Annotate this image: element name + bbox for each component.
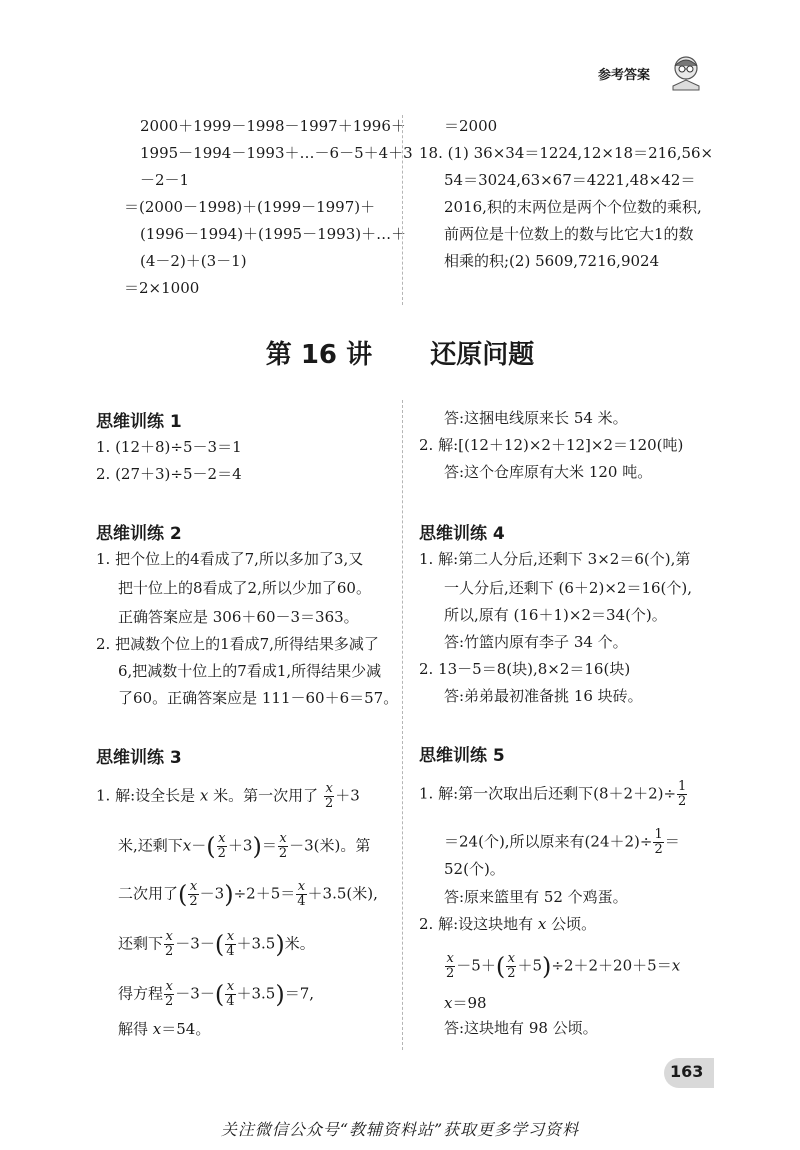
variable: x xyxy=(199,786,209,805)
math-line xyxy=(96,782,360,811)
text-line: 答:竹篮内原有李子 34 个。 xyxy=(444,633,628,651)
text-line: 1. 解:第二人分后,还剩下 3×2＝6(个),第 xyxy=(419,550,691,568)
section-heading: 思维训练 2 xyxy=(96,524,182,544)
text-line: ＝2×1000 xyxy=(124,279,200,297)
text: 1. 解:设全长是 xyxy=(96,786,196,805)
text-line: 52(个)。 xyxy=(444,860,505,878)
text-line: 所以,原有 (16＋1)×2＝34(个)。 xyxy=(444,606,667,624)
text-line: 1. 把个位上的4看成了7,所以多加了3,又 xyxy=(96,550,364,568)
text: ＋3 xyxy=(335,786,360,805)
fraction: $\frac{x}{2}$ xyxy=(507,951,516,981)
text-line: 答:原来篮里有 52 个鸡蛋。 xyxy=(444,888,628,906)
text: ＋3.5 xyxy=(236,934,276,953)
column-divider xyxy=(402,400,403,1050)
text: ＋3.5 xyxy=(236,984,276,1003)
text-line: 答:弟弟最初准备挑 16 块砖。 xyxy=(444,687,643,705)
text: 还剩下 xyxy=(118,934,164,953)
mascot-icon xyxy=(666,52,706,92)
math-line: 2. 解:设这块地有 x 公顷。 xyxy=(419,915,597,933)
text-line: 54＝3024,63×67＝4221,48×42＝ xyxy=(444,171,696,189)
header-label: 参考答案 xyxy=(598,68,651,83)
text-line: 了60。正确答案应是 111－60＋6＝57。 xyxy=(118,689,399,707)
text: －3－ xyxy=(175,934,215,953)
math-line: $\frac{x}{2}$ －5＋( $\frac{x}{2}$ ＋5)÷2＋2＋20＋5＝x xyxy=(446,951,681,981)
fraction: $\frac{x}{2}$ xyxy=(189,879,198,909)
text: ＝ xyxy=(664,832,680,851)
text: ＝ xyxy=(261,836,277,855)
section-heading: 思维训练 1 xyxy=(96,412,182,432)
text: 米。第一次用了 xyxy=(213,786,319,805)
math-line xyxy=(419,780,688,809)
text: －3 xyxy=(199,884,225,903)
text-line: 2. 把减数个位上的1看成7,所得结果多减了 xyxy=(96,635,379,653)
text: ＋5 xyxy=(517,956,543,975)
section-heading: 思维训练 3 xyxy=(96,748,182,768)
text-line: 前两位是十位数上的数与比它大1的数 xyxy=(444,225,694,243)
text: ＝54。 xyxy=(161,1020,211,1038)
text-line: (1996－1994)＋(1995－1993)＋…＋ xyxy=(140,225,407,243)
lecture-number: 第 16 讲 xyxy=(265,340,373,370)
fraction: $\frac{x}{2}$ xyxy=(165,929,174,959)
text: ＝24(个),所以原来有(24＋2)÷ xyxy=(444,832,653,851)
text-line: 把十位上的8看成了2,所以少加了60。 xyxy=(118,579,371,597)
text-line: 2016,积的末两位是两个个位数的乘积, xyxy=(444,198,702,216)
lecture-title xyxy=(0,334,800,371)
text-line: (4－2)＋(3－1) xyxy=(140,252,247,270)
text: ＝98 xyxy=(452,994,487,1012)
text-line: 正确答案应是 306＋60－3＝363。 xyxy=(118,608,359,626)
section-heading: 思维训练 4 xyxy=(419,524,505,544)
text: ＝7, xyxy=(284,984,315,1003)
fraction: $\frac{x}{2}$ xyxy=(324,781,334,811)
text: ＋3.5(米), xyxy=(307,884,378,903)
fraction: $\frac{x}{2}$ xyxy=(165,979,174,1009)
text-line: 2000＋1999－1998－1997＋1996＋ xyxy=(140,117,406,135)
text: 公顷。 xyxy=(551,915,597,933)
text: 1. 解:第一次取出后还剩下(8＋2＋2)÷ xyxy=(419,784,677,803)
fraction: $\frac{x}{4}$ xyxy=(297,879,306,909)
text: －5＋ xyxy=(456,956,496,975)
text-line: 答:这块地有 98 公顷。 xyxy=(444,1019,598,1037)
text: －3(米)。第 xyxy=(289,836,371,855)
text-line: ＝2000 xyxy=(444,117,498,135)
text: －3－ xyxy=(175,984,215,1003)
text-line: 答:这个仓库原有大米 120 吨。 xyxy=(444,463,653,481)
text-line: 答:这捆电线原来长 54 米。 xyxy=(444,409,628,427)
text: 二次用了 xyxy=(118,884,179,903)
text-line: 一人分后,还剩下 (6＋2)×2＝16(个), xyxy=(444,579,692,597)
fraction: $\frac{1}{2}$ xyxy=(654,827,663,857)
fraction: $\frac{1}{2}$ xyxy=(678,779,687,809)
footer-note: 关注微信公众号“教辅资料站”获取更多学习资料 xyxy=(220,1120,580,1139)
text-line: 2. (27＋3)÷5－2＝4 xyxy=(96,465,242,483)
page-number: 163 xyxy=(670,1062,704,1081)
text: ÷2＋2＋20＋5＝ xyxy=(551,956,672,975)
fraction: $\frac{x}{4}$ xyxy=(226,929,235,959)
math-line: 解得 x＝54。 xyxy=(118,1020,211,1038)
column-divider xyxy=(402,115,403,305)
text-line: 2. 解:[(12＋12)×2＋12]×2＝120(吨) xyxy=(419,436,684,454)
section-heading: 思维训练 5 xyxy=(419,746,505,766)
fraction: $\frac{x}{2}$ xyxy=(446,951,455,981)
text-line: 1995－1994－1993＋…－6－5＋4＋3 xyxy=(140,144,413,162)
lecture-name: 还原问题 xyxy=(430,340,535,370)
text: 得方程 xyxy=(118,984,164,1003)
math-line: 还剩下 $\frac{x}{2}$ －3－( $\frac{x}{4}$ ＋3.5)米。 xyxy=(118,929,315,959)
text-line: －2－1 xyxy=(140,171,190,189)
text-line: ＝(2000－1998)＋(1999－1997)＋ xyxy=(124,198,376,216)
math-line: 米,还剩下x－( $\frac{x}{2}$ ＋3)＝ $\frac{x}{2}$ －3(米)。第 xyxy=(118,831,371,861)
text-line: 18. (1) 36×34＝1224,12×18＝216,56× xyxy=(419,144,714,162)
math-line: 二次用了( $\frac{x}{2}$ －3)÷2＋5＝ $\frac{x}{4}$ ＋3.5(米), xyxy=(118,879,378,909)
text-line: 2. 13－5＝8(块),8×2＝16(块) xyxy=(419,660,631,678)
text: ＋3 xyxy=(227,836,253,855)
text-line: 1. (12＋8)÷5－3＝1 xyxy=(96,438,242,456)
fraction: $\frac{x}{4}$ xyxy=(226,979,235,1009)
text: 米,还剩下 xyxy=(118,836,183,855)
text: 2. 解:设这块地有 xyxy=(419,915,534,933)
math-line xyxy=(444,828,680,857)
text: 米。 xyxy=(284,934,315,953)
text: 解得 xyxy=(118,1020,149,1038)
text-line: 6,把减数十位上的7看成1,所得结果少减 xyxy=(118,662,382,680)
fraction: $\frac{x}{2}$ xyxy=(217,831,226,861)
math-line: x＝98 xyxy=(444,994,487,1012)
text: ÷2＋5＝ xyxy=(233,884,296,903)
text-line: 相乘的积;(2) 5609,7216,9024 xyxy=(444,252,660,270)
fraction: $\frac{x}{2}$ xyxy=(278,831,288,861)
math-line: 得方程 $\frac{x}{2}$ －3－( $\frac{x}{4}$ ＋3.5)＝7, xyxy=(118,979,315,1009)
